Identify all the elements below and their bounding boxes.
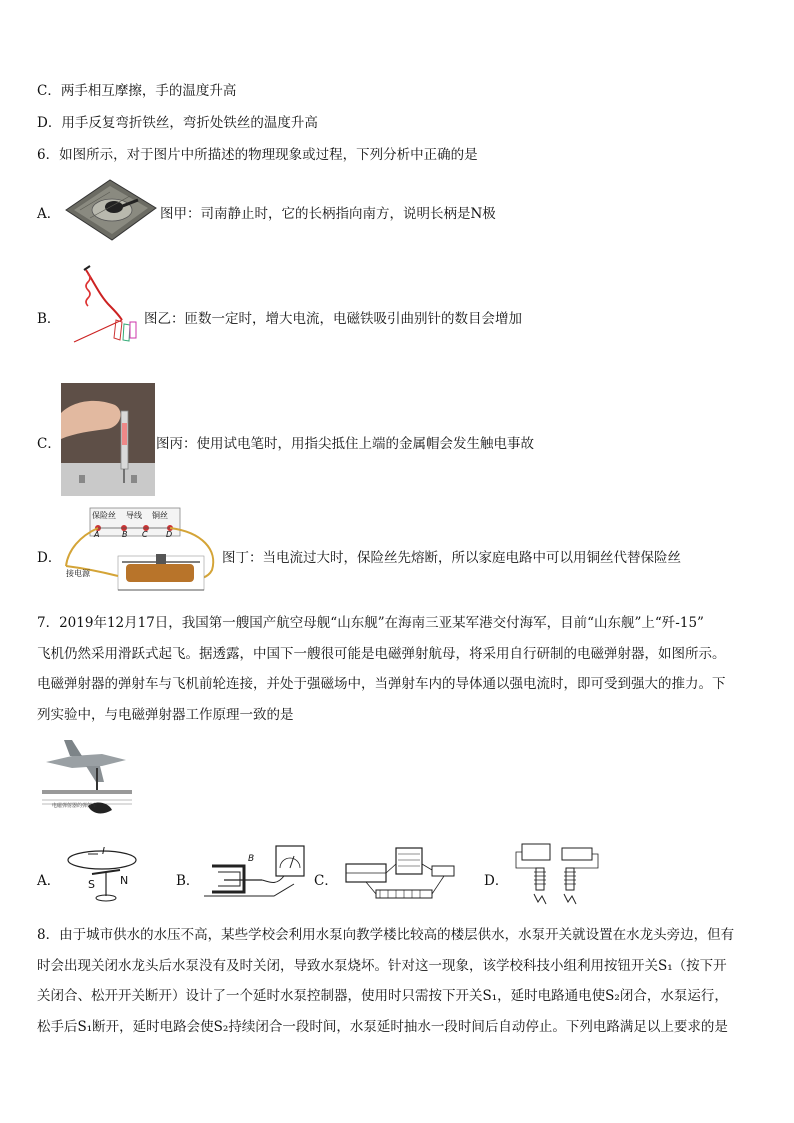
- q5-option-d: D．用手反复弯折铁丝，弯折处铁丝的温度升高: [37, 115, 318, 131]
- point-a-label: A: [94, 530, 100, 539]
- b-label: B: [248, 854, 255, 864]
- electromagnet-image: [70, 262, 146, 346]
- north-pole-label: N: [120, 874, 129, 887]
- catapult-caption: 电磁弹射器的弹射车: [52, 803, 98, 809]
- q8-stem-line: 时会出现关闭水龙头后水泵没有及时关闭，导致水泵烧坏。针对这一现象，该学校科技小组利用按钮开关S₁（按下开: [37, 957, 727, 974]
- q8-stem-line: 关闭合、松开开关断开）设计了一个延时水泵控制器，使用时只需按下开关S₁，延时电路通电使S₂闭合，水泵运行，: [37, 988, 728, 1004]
- q8-stem-line: 8．由于城市供水的水压不高，某些学校会利用水泵向教学楼比较高的楼层供水，水泵开关就设置在水龙头旁边，但有: [37, 927, 735, 943]
- q6-option-b-letter: B．: [37, 311, 61, 327]
- q6-option-a-text: 图甲：司南静止时，它的长柄指向南方，说明长柄是N极: [160, 206, 496, 222]
- q6-option-d-text: 图丁：当电流过大时，保险丝先熔断，所以家庭电路中可以用铜丝代替保险丝: [222, 550, 681, 566]
- fuse-label: 保险丝: [92, 511, 116, 520]
- copper-label: 铜丝: [152, 511, 168, 520]
- point-d-label: D: [166, 530, 173, 539]
- test-pen-photo: [61, 383, 155, 496]
- fuse-experiment-image: [62, 506, 222, 598]
- option-d-electromagnets-image: [514, 842, 600, 908]
- q7-stem: [37, 608, 759, 730]
- q7-option-b-letter: B．: [176, 873, 200, 889]
- q8-stem-line: 松手后S₁断开，延时电路会使S₂持续闭合一段时间，水泵延时抽水一段时间后自动停止。下列电路满足以上要求的是: [37, 1018, 728, 1035]
- option-b-motor-image: [204, 842, 308, 904]
- q6-option-c-text: 图丙：使用试电笔时，用指尖抵住上端的金属帽会发生触电事故: [156, 436, 534, 452]
- q7-stem-line: 飞机仍然采用滑跃式起飞。据透露，中国下一艘很可能是电磁弹射航母，将采用自行研制的电磁弹射器，如图所示。: [37, 645, 726, 662]
- q6-stem: 6．如图所示，对于图片中所描述的物理现象或过程，下列分析中正确的是: [37, 147, 478, 163]
- sinan-compass-image: [60, 174, 160, 246]
- power-label: 接电源: [66, 569, 90, 578]
- point-c-label: C: [142, 530, 148, 539]
- q6-option-a-letter: A．: [37, 206, 61, 222]
- q7-stem-line: 电磁弹射器的弹射车与飞机前轮连接，并处于强磁场中，当弹射车内的导体通以强电流时，即可受到强大的推力。下: [37, 676, 726, 692]
- q7-option-c-letter: C．: [314, 873, 338, 889]
- q7-option-d-letter: D．: [484, 873, 509, 889]
- option-c-generator-image: [340, 844, 464, 906]
- current-label: I: [102, 846, 105, 857]
- q7-option-a-letter: A．: [37, 873, 61, 889]
- q6-option-b-text: 图乙：匝数一定时，增大电流，电磁铁吸引曲别针的数目会增加: [144, 311, 522, 327]
- wire-label: 导线: [126, 511, 142, 520]
- fighter-jet-catapult-image: [42, 736, 132, 822]
- q7-stem-line: 7．2019年12月17日，我国第一艘国产航空母舰“山东舰”在海南三亚某军港交付海军，目前“山东舰”上“歼-15”: [37, 615, 704, 631]
- q8-stem: [37, 920, 759, 1042]
- point-b-label: B: [122, 530, 128, 539]
- south-pole-label: S: [88, 878, 95, 891]
- q6-option-d-letter: D．: [37, 550, 62, 566]
- q5-option-c: C．两手相互摩擦，手的温度升高: [37, 83, 237, 99]
- q6-option-c-letter: C．: [37, 436, 61, 452]
- q7-stem-line: 列实验中，与电磁弹射器工作原理一致的是: [37, 706, 294, 723]
- option-a-oersted-image: [62, 844, 144, 904]
